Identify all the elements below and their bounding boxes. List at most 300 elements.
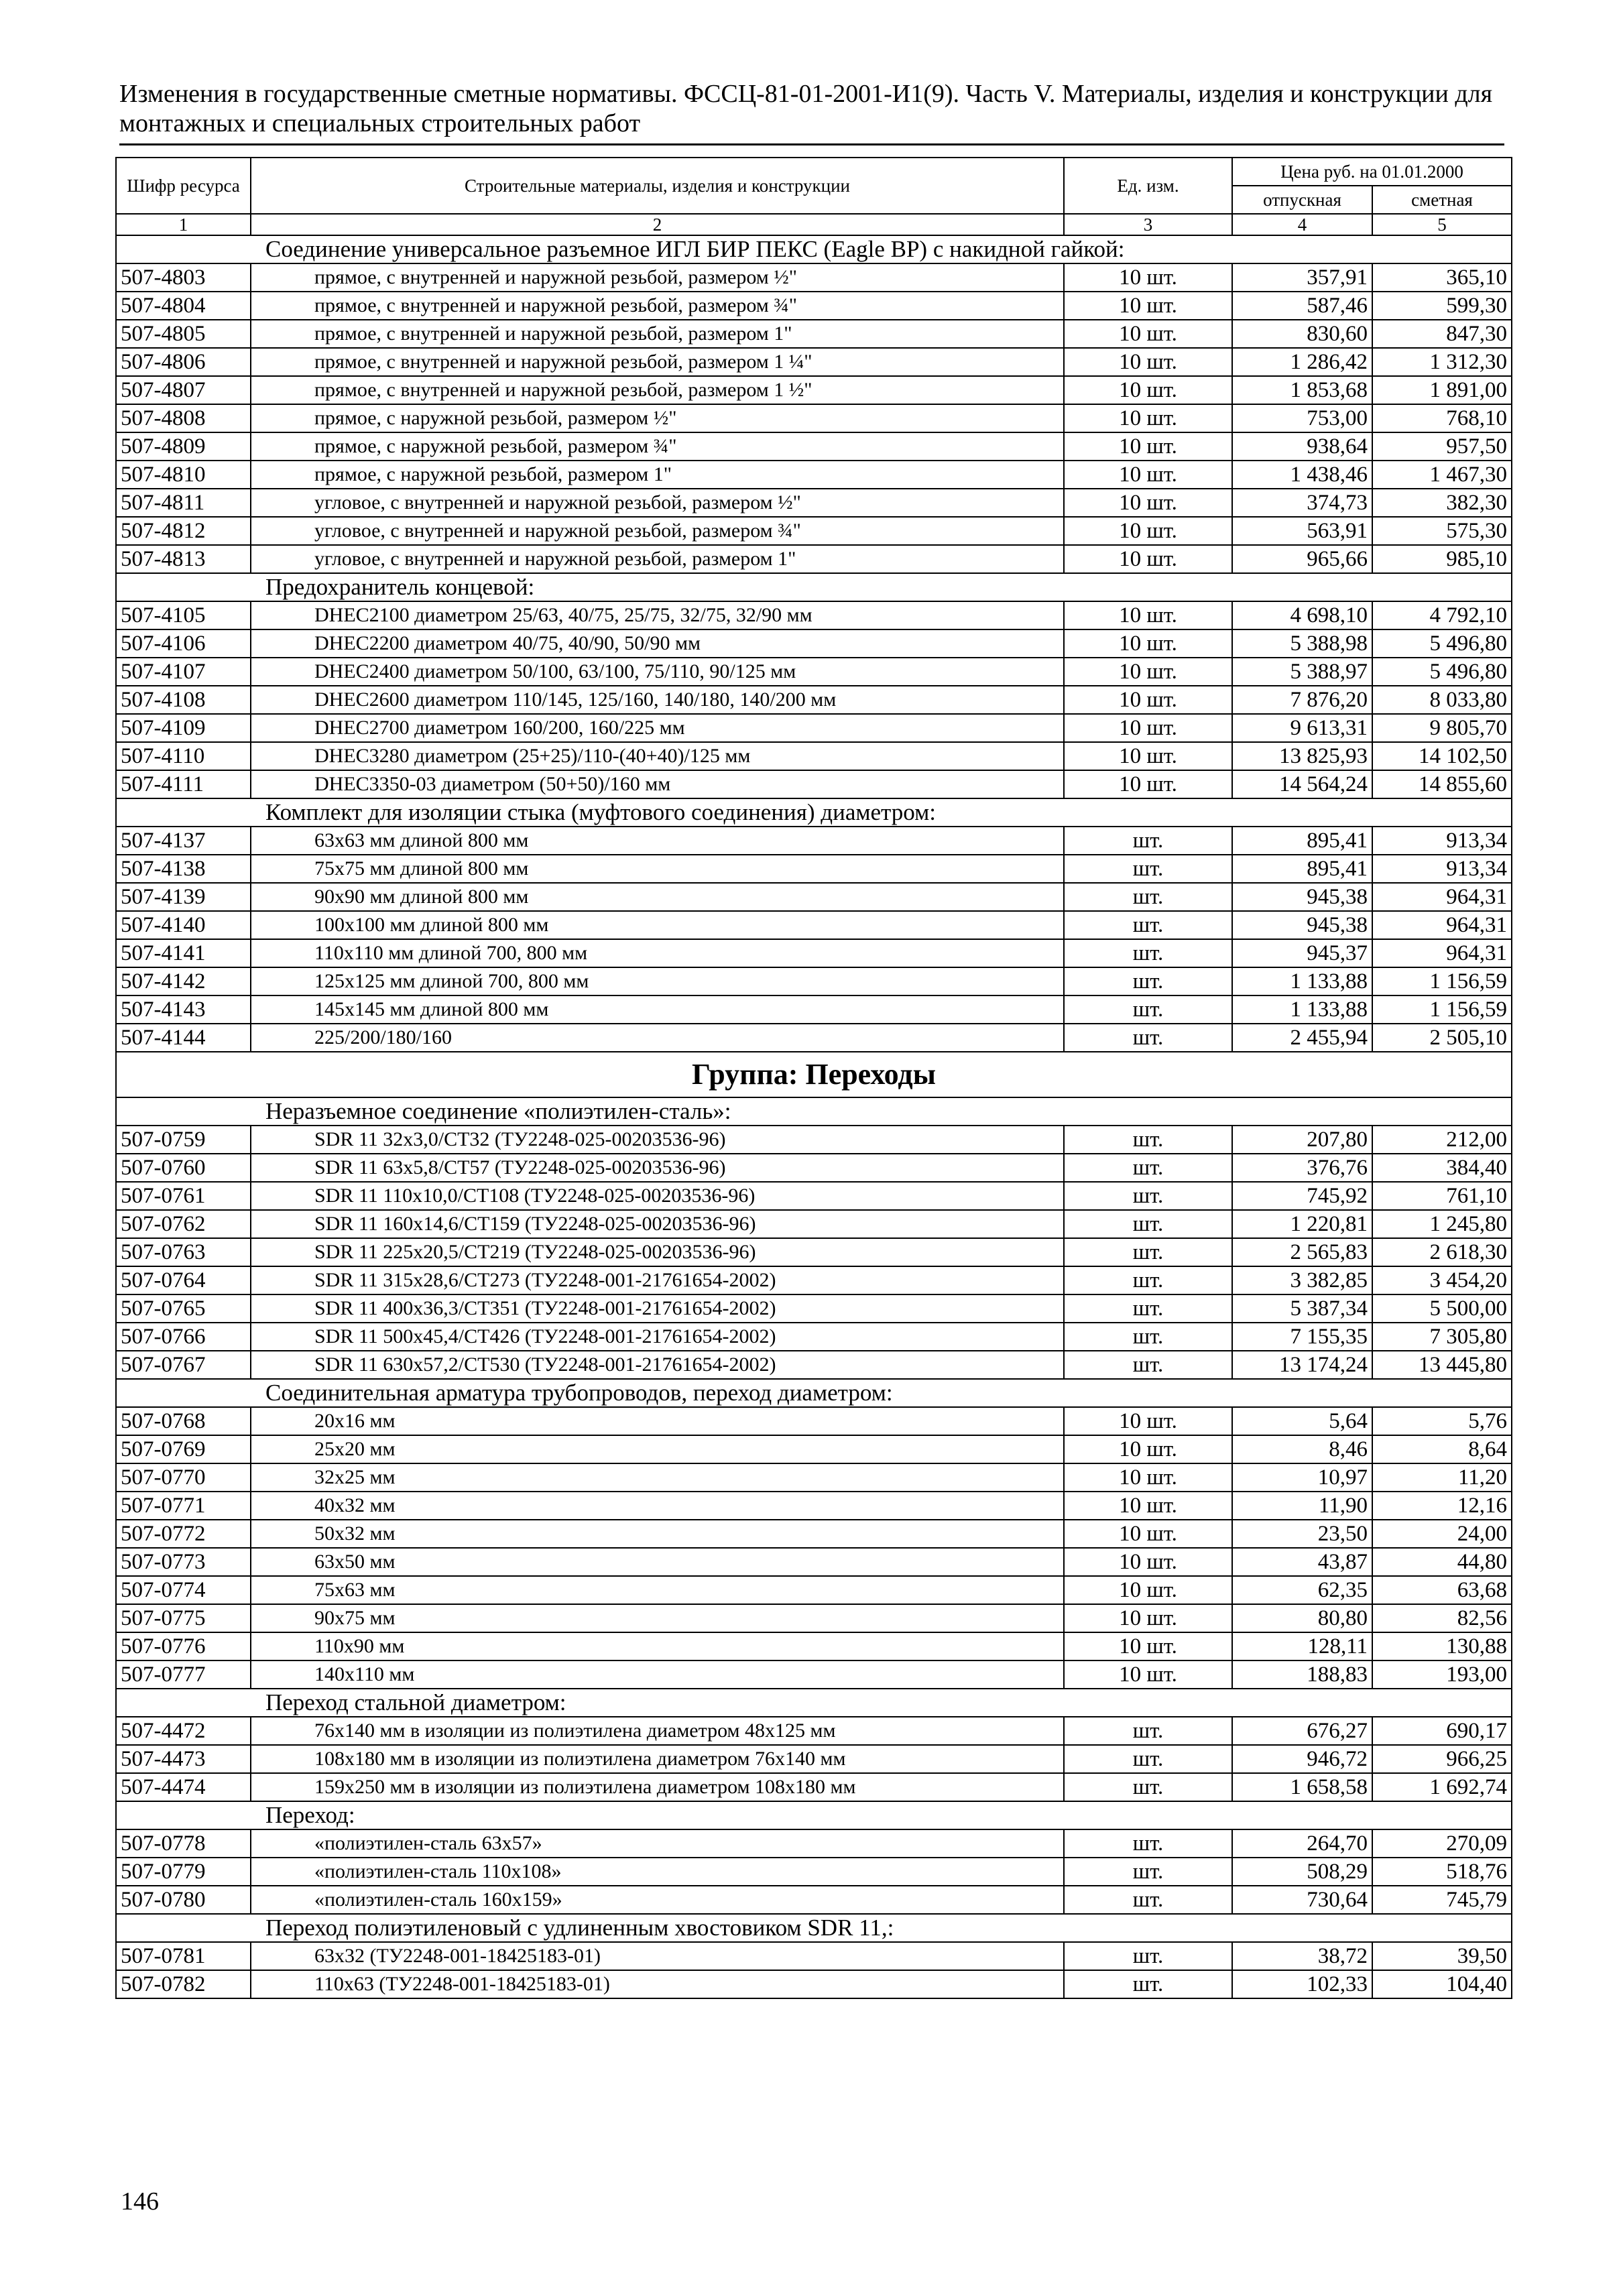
item-name: угловое, с внутренней и наружной резьбой, размером 1" xyxy=(251,545,1064,573)
release-price: 1 438,46 xyxy=(1232,461,1372,489)
table-row xyxy=(116,263,1512,292)
resource-code: 507-4140 xyxy=(116,911,251,939)
item-unit: 10 шт. xyxy=(1064,1492,1232,1520)
release-price: 14 564,24 xyxy=(1232,770,1372,798)
release-price: 3 382,85 xyxy=(1232,1266,1372,1294)
item-unit: шт. xyxy=(1064,1745,1232,1773)
table-row xyxy=(116,461,1512,489)
item-name: 76х140 мм в изоляции из полиэтилена диаметром 48х125 мм xyxy=(251,1717,1064,1745)
item-name: угловое, с внутренней и наружной резьбой, размером ¾" xyxy=(251,517,1064,545)
table-row xyxy=(116,1970,1512,1998)
item-name: угловое, с внутренней и наружной резьбой, размером ½" xyxy=(251,489,1064,517)
item-name: прямое, с наружной резьбой, размером ½" xyxy=(251,404,1064,432)
item-name: 225/200/180/160 xyxy=(251,1024,1064,1052)
estimate-price: 104,40 xyxy=(1372,1970,1512,1998)
item-name: DHEC3280 диаметром (25+25)/110-(40+40)/125 мм xyxy=(251,742,1064,770)
release-price: 207,80 xyxy=(1232,1126,1372,1154)
resource-code: 507-0777 xyxy=(116,1660,251,1689)
release-price: 62,35 xyxy=(1232,1576,1372,1604)
resource-code: 507-4107 xyxy=(116,658,251,686)
item-name: 125х125 мм длиной 700, 800 мм xyxy=(251,967,1064,995)
item-unit: шт. xyxy=(1064,1717,1232,1745)
estimate-price: 24,00 xyxy=(1372,1520,1512,1548)
estimate-price: 964,31 xyxy=(1372,883,1512,911)
release-price: 188,83 xyxy=(1232,1660,1372,1689)
release-price: 945,38 xyxy=(1232,911,1372,939)
table-row xyxy=(116,1886,1512,1914)
section-heading-row xyxy=(116,235,1512,263)
header-code: Шифр ресурса xyxy=(116,158,251,214)
release-price: 830,60 xyxy=(1232,320,1372,348)
estimate-price: 964,31 xyxy=(1372,939,1512,967)
item-unit: 10 шт. xyxy=(1064,1604,1232,1632)
estimate-price: 768,10 xyxy=(1372,404,1512,432)
item-name: SDR 11 32х3,0/СТ32 (ТУ2248-025-00203536-96) xyxy=(251,1126,1064,1154)
item-unit: шт. xyxy=(1064,1773,1232,1801)
resource-code: 507-4143 xyxy=(116,995,251,1024)
table-row xyxy=(116,742,1512,770)
item-name: DHEC3350-03 диаметром (50+50)/160 мм xyxy=(251,770,1064,798)
resource-code: 507-0771 xyxy=(116,1492,251,1520)
release-price: 38,72 xyxy=(1232,1942,1372,1970)
table-row xyxy=(116,432,1512,461)
item-unit: 10 шт. xyxy=(1064,1576,1232,1604)
release-price: 1 133,88 xyxy=(1232,967,1372,995)
table-row xyxy=(116,1024,1512,1052)
item-name: DHEC2100 диаметром 25/63, 40/75, 25/75, 32/75, 32/90 мм xyxy=(251,601,1064,629)
section-heading: Неразъемное соединение «полиэтилен-сталь»: xyxy=(116,1097,1512,1126)
item-name: прямое, с наружной резьбой, размером 1" xyxy=(251,461,1064,489)
item-name: SDR 11 315х28,6/СТ273 (ТУ2248-001-21761654-2002) xyxy=(251,1266,1064,1294)
table-row xyxy=(116,545,1512,573)
estimate-price: 11,20 xyxy=(1372,1463,1512,1492)
release-price: 938,64 xyxy=(1232,432,1372,461)
item-name: SDR 11 110х10,0/СТ108 (ТУ2248-025-00203536-96) xyxy=(251,1182,1064,1210)
resource-code: 507-0769 xyxy=(116,1435,251,1463)
item-unit: шт. xyxy=(1064,1829,1232,1858)
table-row xyxy=(116,404,1512,432)
table-row xyxy=(116,1604,1512,1632)
table-row xyxy=(116,883,1512,911)
item-name: 110х63 (ТУ2248-001-18425183-01) xyxy=(251,1970,1064,1998)
estimate-price: 745,79 xyxy=(1372,1886,1512,1914)
resource-code: 507-4810 xyxy=(116,461,251,489)
release-price: 5 387,34 xyxy=(1232,1294,1372,1323)
estimate-price: 690,17 xyxy=(1372,1717,1512,1745)
release-price: 7 876,20 xyxy=(1232,686,1372,714)
item-unit: 10 шт. xyxy=(1064,1520,1232,1548)
table-row xyxy=(116,995,1512,1024)
item-name: DHEC2700 диаметром 160/200, 160/225 мм xyxy=(251,714,1064,742)
release-price: 1 133,88 xyxy=(1232,995,1372,1024)
release-price: 508,29 xyxy=(1232,1858,1372,1886)
item-unit: 10 шт. xyxy=(1064,489,1232,517)
table-row xyxy=(116,1632,1512,1660)
header-price: Цена руб. на 01.01.2000 xyxy=(1232,158,1512,186)
release-price: 10,97 xyxy=(1232,1463,1372,1492)
resource-code: 507-0767 xyxy=(116,1351,251,1379)
table-row xyxy=(116,658,1512,686)
release-price: 264,70 xyxy=(1232,1829,1372,1858)
estimate-price: 761,10 xyxy=(1372,1182,1512,1210)
item-name: SDR 11 500х45,4/СТ426 (ТУ2248-001-21761654-2002) xyxy=(251,1323,1064,1351)
estimate-price: 5 496,80 xyxy=(1372,658,1512,686)
table-row xyxy=(116,1238,1512,1266)
table-row xyxy=(116,686,1512,714)
resource-code: 507-0761 xyxy=(116,1182,251,1210)
estimate-price: 1 692,74 xyxy=(1372,1773,1512,1801)
item-name: 140х110 мм xyxy=(251,1660,1064,1689)
release-price: 23,50 xyxy=(1232,1520,1372,1548)
group-heading: Группа: Переходы xyxy=(116,1052,1512,1097)
item-name: прямое, с внутренней и наружной резьбой, размером 1 ¼" xyxy=(251,348,1064,376)
column-number: 2 xyxy=(251,214,1064,235)
item-unit: шт. xyxy=(1064,1942,1232,1970)
item-unit: 10 шт. xyxy=(1064,348,1232,376)
table-row xyxy=(116,1126,1512,1154)
header-estimate: сметная xyxy=(1372,186,1512,214)
estimate-price: 82,56 xyxy=(1372,1604,1512,1632)
item-name: 63х63 мм длиной 800 мм xyxy=(251,827,1064,855)
item-unit: шт. xyxy=(1064,883,1232,911)
resource-code: 507-4139 xyxy=(116,883,251,911)
resource-code: 507-0768 xyxy=(116,1407,251,1435)
estimate-price: 1 312,30 xyxy=(1372,348,1512,376)
item-unit: 10 шт. xyxy=(1064,1407,1232,1435)
estimate-price: 8 033,80 xyxy=(1372,686,1512,714)
section-heading: Соединение универсальное разъемное ИГЛ БИР ПЕКС (Eagle BP) с накидной гайкой: xyxy=(116,235,1512,263)
item-unit: шт. xyxy=(1064,1126,1232,1154)
item-unit: шт. xyxy=(1064,967,1232,995)
item-unit: шт. xyxy=(1064,1182,1232,1210)
resource-code: 507-4142 xyxy=(116,967,251,995)
resource-code: 507-0775 xyxy=(116,1604,251,1632)
table-row xyxy=(116,967,1512,995)
resource-code: 507-4812 xyxy=(116,517,251,545)
release-price: 965,66 xyxy=(1232,545,1372,573)
item-name: SDR 11 630х57,2/СТ530 (ТУ2248-001-21761654-2002) xyxy=(251,1351,1064,1379)
release-price: 5 388,98 xyxy=(1232,629,1372,658)
resource-code: 507-0764 xyxy=(116,1266,251,1294)
release-price: 587,46 xyxy=(1232,292,1372,320)
resource-code: 507-0772 xyxy=(116,1520,251,1548)
table-row xyxy=(116,1463,1512,1492)
header-release: отпускная xyxy=(1232,186,1372,214)
release-price: 563,91 xyxy=(1232,517,1372,545)
release-price: 753,00 xyxy=(1232,404,1372,432)
resource-code: 507-0781 xyxy=(116,1942,251,1970)
item-name: SDR 11 400х36,3/СТ351 (ТУ2248-001-21761654-2002) xyxy=(251,1294,1064,1323)
item-unit: 10 шт. xyxy=(1064,1463,1232,1492)
release-price: 676,27 xyxy=(1232,1717,1372,1745)
resource-code: 507-4141 xyxy=(116,939,251,967)
item-name: прямое, с внутренней и наружной резьбой, размером 1 ½" xyxy=(251,376,1064,404)
resource-code: 507-0778 xyxy=(116,1829,251,1858)
resource-code: 507-0759 xyxy=(116,1126,251,1154)
section-heading: Переход полиэтиленовый с удлиненным хвостовиком SDR 11,: xyxy=(116,1914,1512,1942)
resource-code: 507-4108 xyxy=(116,686,251,714)
section-heading: Переход: xyxy=(116,1801,1512,1829)
item-name: DHEC2400 диаметром 50/100, 63/100, 75/110, 90/125 мм xyxy=(251,658,1064,686)
resource-code: 507-0762 xyxy=(116,1210,251,1238)
item-name: SDR 11 160х14,6/СТ159 (ТУ2248-025-00203536-96) xyxy=(251,1210,1064,1238)
release-price: 5,64 xyxy=(1232,1407,1372,1435)
release-price: 2 565,83 xyxy=(1232,1238,1372,1266)
estimate-price: 847,30 xyxy=(1372,320,1512,348)
table-row xyxy=(116,1182,1512,1210)
table-row xyxy=(116,1829,1512,1858)
resource-code: 507-0766 xyxy=(116,1323,251,1351)
page-header: Изменения в государственные сметные нормативы. ФССЦ-81-01-2001-И1(9). Часть V. Материалы, изделия и конструкции для монтажных и специальных строительных работ xyxy=(119,80,1493,137)
release-price: 1 853,68 xyxy=(1232,376,1372,404)
release-price: 2 455,94 xyxy=(1232,1024,1372,1052)
item-unit: 10 шт. xyxy=(1064,320,1232,348)
release-price: 745,92 xyxy=(1232,1182,1372,1210)
section-heading-row xyxy=(116,1379,1512,1407)
item-unit: 10 шт. xyxy=(1064,461,1232,489)
estimate-price: 39,50 xyxy=(1372,1942,1512,1970)
resource-code: 507-4811 xyxy=(116,489,251,517)
table-row xyxy=(116,855,1512,883)
release-price: 895,41 xyxy=(1232,827,1372,855)
estimate-price: 382,30 xyxy=(1372,489,1512,517)
resource-code: 507-4806 xyxy=(116,348,251,376)
estimate-price: 1 156,59 xyxy=(1372,967,1512,995)
release-price: 1 658,58 xyxy=(1232,1773,1372,1801)
resource-code: 507-0776 xyxy=(116,1632,251,1660)
release-price: 374,73 xyxy=(1232,489,1372,517)
release-price: 376,76 xyxy=(1232,1154,1372,1182)
item-unit: шт. xyxy=(1064,1858,1232,1886)
estimate-price: 44,80 xyxy=(1372,1548,1512,1576)
item-name: прямое, с внутренней и наружной резьбой, размером ½" xyxy=(251,263,1064,292)
resource-code: 507-4106 xyxy=(116,629,251,658)
release-price: 946,72 xyxy=(1232,1745,1372,1773)
header-unit: Ед. изм. xyxy=(1064,158,1232,214)
item-unit: шт. xyxy=(1064,1238,1232,1266)
item-unit: шт. xyxy=(1064,939,1232,967)
release-price: 5 388,97 xyxy=(1232,658,1372,686)
resource-code: 507-0765 xyxy=(116,1294,251,1323)
resource-code: 507-4110 xyxy=(116,742,251,770)
estimate-price: 5 500,00 xyxy=(1372,1294,1512,1323)
item-unit: 10 шт. xyxy=(1064,545,1232,573)
resource-code: 507-4473 xyxy=(116,1745,251,1773)
item-name: 63х50 мм xyxy=(251,1548,1064,1576)
release-price: 945,38 xyxy=(1232,883,1372,911)
column-number: 3 xyxy=(1064,214,1232,235)
item-unit: 10 шт. xyxy=(1064,1435,1232,1463)
release-price: 357,91 xyxy=(1232,263,1372,292)
table-row xyxy=(116,1154,1512,1182)
group-heading-row xyxy=(116,1052,1512,1097)
release-price: 945,37 xyxy=(1232,939,1372,967)
item-name: «полиэтилен-сталь 110х108» xyxy=(251,1858,1064,1886)
estimate-price: 3 454,20 xyxy=(1372,1266,1512,1294)
estimate-price: 1 891,00 xyxy=(1372,376,1512,404)
estimate-price: 575,30 xyxy=(1372,517,1512,545)
table-row xyxy=(116,1773,1512,1801)
item-name: прямое, с внутренней и наружной резьбой, размером 1" xyxy=(251,320,1064,348)
estimate-price: 964,31 xyxy=(1372,911,1512,939)
resource-code: 507-0773 xyxy=(116,1548,251,1576)
estimate-price: 518,76 xyxy=(1372,1858,1512,1886)
table-row xyxy=(116,939,1512,967)
resource-code: 507-4474 xyxy=(116,1773,251,1801)
estimate-price: 966,25 xyxy=(1372,1745,1512,1773)
item-unit: 10 шт. xyxy=(1064,292,1232,320)
table-row xyxy=(116,1266,1512,1294)
resource-code: 507-4109 xyxy=(116,714,251,742)
item-name: SDR 11 63х5,8/СТ57 (ТУ2248-025-00203536-96) xyxy=(251,1154,1064,1182)
release-price: 102,33 xyxy=(1232,1970,1372,1998)
item-name: 32х25 мм xyxy=(251,1463,1064,1492)
item-name: «полиэтилен-сталь 160х159» xyxy=(251,1886,1064,1914)
item-unit: шт. xyxy=(1064,1154,1232,1182)
table-row xyxy=(116,1435,1512,1463)
resource-code: 507-4813 xyxy=(116,545,251,573)
item-name: 40х32 мм xyxy=(251,1492,1064,1520)
estimate-price: 12,16 xyxy=(1372,1492,1512,1520)
table-row xyxy=(116,1858,1512,1886)
release-price: 13 174,24 xyxy=(1232,1351,1372,1379)
resource-code: 507-4805 xyxy=(116,320,251,348)
estimate-price: 14 855,60 xyxy=(1372,770,1512,798)
item-unit: шт. xyxy=(1064,855,1232,883)
item-name: SDR 11 225х20,5/СТ219 (ТУ2248-025-00203536-96) xyxy=(251,1238,1064,1266)
release-price: 4 698,10 xyxy=(1232,601,1372,629)
item-unit: шт. xyxy=(1064,1323,1232,1351)
item-name: прямое, с внутренней и наружной резьбой, размером ¾" xyxy=(251,292,1064,320)
column-numbers-row xyxy=(116,214,1512,235)
resource-code: 507-4472 xyxy=(116,1717,251,1745)
resource-code: 507-4808 xyxy=(116,404,251,432)
resource-code: 507-0779 xyxy=(116,1858,251,1886)
item-name: 75х63 мм xyxy=(251,1576,1064,1604)
estimate-price: 130,88 xyxy=(1372,1632,1512,1660)
item-unit: 10 шт. xyxy=(1064,770,1232,798)
release-price: 730,64 xyxy=(1232,1886,1372,1914)
item-unit: 10 шт. xyxy=(1064,1660,1232,1689)
item-name: 110х90 мм xyxy=(251,1632,1064,1660)
estimate-price: 13 445,80 xyxy=(1372,1351,1512,1379)
item-unit: шт. xyxy=(1064,1351,1232,1379)
release-price: 895,41 xyxy=(1232,855,1372,883)
resource-code: 507-0782 xyxy=(116,1970,251,1998)
resource-code: 507-0774 xyxy=(116,1576,251,1604)
release-price: 1 220,81 xyxy=(1232,1210,1372,1238)
item-name: 159х250 мм в изоляции из полиэтилена диаметром 108х180 мм xyxy=(251,1773,1064,1801)
table-row xyxy=(116,1294,1512,1323)
item-name: DHEC2600 диаметром 110/145, 125/160, 140/180, 140/200 мм xyxy=(251,686,1064,714)
item-unit: 10 шт. xyxy=(1064,629,1232,658)
release-price: 128,11 xyxy=(1232,1632,1372,1660)
estimate-price: 7 305,80 xyxy=(1372,1323,1512,1351)
estimate-price: 913,34 xyxy=(1372,827,1512,855)
column-number: 4 xyxy=(1232,214,1372,235)
section-heading-row xyxy=(116,1801,1512,1829)
table-row xyxy=(116,629,1512,658)
estimate-price: 913,34 xyxy=(1372,855,1512,883)
estimate-price: 1 467,30 xyxy=(1372,461,1512,489)
resource-code: 507-4144 xyxy=(116,1024,251,1052)
estimate-price: 212,00 xyxy=(1372,1126,1512,1154)
table-row xyxy=(116,827,1512,855)
item-unit: шт. xyxy=(1064,1970,1232,1998)
item-name: 75х75 мм длиной 800 мм xyxy=(251,855,1064,883)
item-unit: 10 шт. xyxy=(1064,658,1232,686)
table-row xyxy=(116,1717,1512,1745)
header-name: Строительные материалы, изделия и конструкции xyxy=(251,158,1064,214)
item-unit: 10 шт. xyxy=(1064,517,1232,545)
estimate-price: 957,50 xyxy=(1372,432,1512,461)
table-row xyxy=(116,714,1512,742)
estimate-price: 63,68 xyxy=(1372,1576,1512,1604)
estimate-price: 8,64 xyxy=(1372,1435,1512,1463)
estimate-price: 5 496,80 xyxy=(1372,629,1512,658)
item-unit: шт. xyxy=(1064,1886,1232,1914)
table-row xyxy=(116,1351,1512,1379)
item-name: 63х32 (ТУ2248-001-18425183-01) xyxy=(251,1942,1064,1970)
table-row xyxy=(116,601,1512,629)
resource-code: 507-4138 xyxy=(116,855,251,883)
estimate-price: 9 805,70 xyxy=(1372,714,1512,742)
table-row xyxy=(116,376,1512,404)
table-row xyxy=(116,292,1512,320)
table-row xyxy=(116,1407,1512,1435)
item-name: 50х32 мм xyxy=(251,1520,1064,1548)
estimate-price: 2 505,10 xyxy=(1372,1024,1512,1052)
item-unit: 10 шт. xyxy=(1064,1632,1232,1660)
release-price: 43,87 xyxy=(1232,1548,1372,1576)
item-unit: шт. xyxy=(1064,1210,1232,1238)
resource-code: 507-4803 xyxy=(116,263,251,292)
estimate-price: 365,10 xyxy=(1372,263,1512,292)
section-heading-row xyxy=(116,1689,1512,1717)
item-name: 25х20 мм xyxy=(251,1435,1064,1463)
item-unit: шт. xyxy=(1064,1294,1232,1323)
item-name: 108х180 мм в изоляции из полиэтилена диаметром 76х140 мм xyxy=(251,1745,1064,1773)
resource-code: 507-4137 xyxy=(116,827,251,855)
resource-code: 507-4111 xyxy=(116,770,251,798)
table-row xyxy=(116,320,1512,348)
item-unit: шт. xyxy=(1064,1024,1232,1052)
estimate-price: 2 618,30 xyxy=(1372,1238,1512,1266)
table-row xyxy=(116,489,1512,517)
item-unit: 10 шт. xyxy=(1064,714,1232,742)
section-heading-row xyxy=(116,573,1512,601)
column-number: 5 xyxy=(1372,214,1512,235)
item-unit: 10 шт. xyxy=(1064,376,1232,404)
table-row xyxy=(116,1942,1512,1970)
estimate-price: 1 156,59 xyxy=(1372,995,1512,1024)
release-price: 9 613,31 xyxy=(1232,714,1372,742)
item-unit: 10 шт. xyxy=(1064,263,1232,292)
item-name: «полиэтилен-сталь 63х57» xyxy=(251,1829,1064,1858)
resource-code: 507-4804 xyxy=(116,292,251,320)
resource-code: 507-0770 xyxy=(116,1463,251,1492)
estimate-price: 270,09 xyxy=(1372,1829,1512,1858)
estimate-price: 599,30 xyxy=(1372,292,1512,320)
item-name: 110х110 мм длиной 700, 800 мм xyxy=(251,939,1064,967)
table-row xyxy=(116,348,1512,376)
resource-code: 507-0780 xyxy=(116,1886,251,1914)
estimate-price: 384,40 xyxy=(1372,1154,1512,1182)
item-unit: 10 шт. xyxy=(1064,686,1232,714)
estimate-price: 985,10 xyxy=(1372,545,1512,573)
section-heading: Переход стальной диаметром: xyxy=(116,1689,1512,1717)
table-row xyxy=(116,1210,1512,1238)
